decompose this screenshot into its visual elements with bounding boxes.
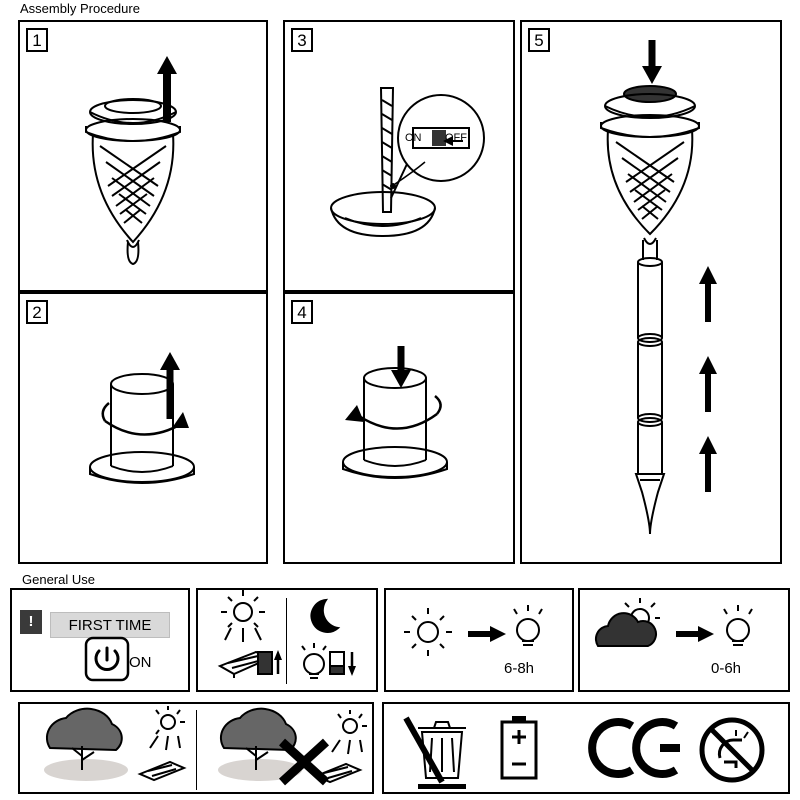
step-4-number: 4: [291, 300, 313, 324]
step-2-illustration: [20, 294, 266, 562]
runtime-sunny-box: [384, 588, 574, 692]
runtime-cloudy-illustration: [580, 590, 788, 690]
runtime-sunny-illustration: [386, 590, 572, 690]
power-on-label: ON: [129, 654, 152, 671]
placement-illustration: [20, 704, 372, 792]
cycle-illustration: [198, 590, 376, 690]
runtime-cloudy-duration: 0-6h: [711, 660, 742, 677]
step-5-number: 5: [528, 28, 550, 52]
step-1-illustration: [20, 22, 266, 290]
first-time-box: [10, 588, 190, 692]
step-3-panel: [283, 20, 515, 292]
compliance-box: [382, 702, 790, 794]
warning-icon: !: [20, 610, 42, 634]
step-2-number: 2: [26, 300, 48, 324]
assembly-procedure-title: Assembly Procedure: [20, 1, 140, 16]
step-1-number: 1: [26, 28, 48, 52]
power-button-icon: [12, 590, 188, 690]
compliance-illustration: [384, 704, 788, 792]
step-3-illustration: [285, 22, 513, 290]
runtime-cloudy-box: [578, 588, 790, 692]
step-3-number: 3: [291, 28, 313, 52]
runtime-sunny-duration: 6-8h: [504, 660, 535, 677]
step-4-panel: [283, 292, 515, 564]
charge-discharge-box: [196, 588, 378, 692]
step-4-illustration: [285, 294, 513, 562]
step-5-panel: [520, 20, 782, 564]
first-time-label: FIRST TIME: [50, 612, 170, 638]
step-1-panel: [18, 20, 268, 292]
switch-on-label: ON: [405, 132, 422, 144]
placement-box: [18, 702, 374, 794]
step-5-illustration: [522, 22, 780, 562]
switch-off-label: OFF: [445, 132, 467, 144]
step-2-panel: [18, 292, 268, 564]
general-use-title: General Use: [22, 572, 95, 587]
